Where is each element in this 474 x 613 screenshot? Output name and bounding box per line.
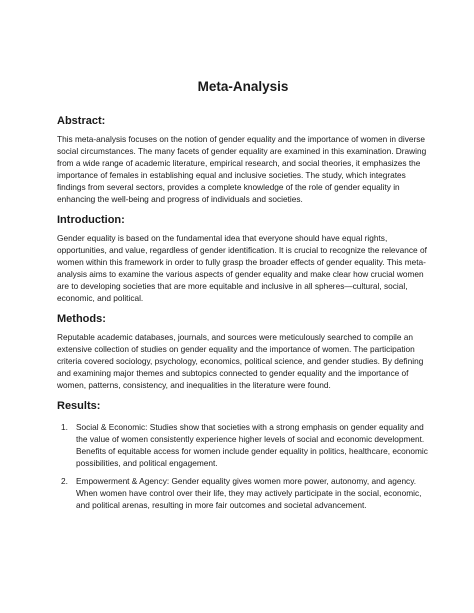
abstract-section (57, 114, 429, 205)
list-item-number: 2. (61, 476, 68, 486)
document-title: Meta-Analysis (197, 79, 289, 94)
methods-section (57, 312, 429, 391)
abstract-heading: Abstract: (57, 115, 106, 127)
list-item-text: Social & Economic: Studies show that societies with a strong emphasis on gender equality and the value of women consistently experience higher levels of social and economic development. Benefits of equitable access for women include gender equality in politics, healthcare, economic possibilities, and political engagement. (76, 422, 428, 468)
results-list-item (57, 421, 429, 469)
abstract-paragraph: This meta-analysis focuses on the notion of gender equality and the importance of women in diverse social circumstances. The many facets of gender equality are examined in this examination. Drawing from a wide range of academic literature, empirical research, and social theories, it emphasizes the importance of females in establishing equal and inclusive societies. The study, which integrates findings from several sectors, provides a complete knowledge of the role of gender equality in enhancing the well-being and progress of individuals and societies. (57, 134, 427, 204)
results-list-item (57, 475, 429, 511)
introduction-paragraph: Gender equality is based on the fundamental idea that everyone should have equal rights, opportunities, and value, regardless of gender identification. It is crucial to recognize the relevance of women within this framework in order to fully grasp the broader effects of gender equality. This meta-analysis aims to examine the various aspects of gender equality and make clear how crucial women are to developing societies that are more equitable and inclusive in all spheres—cultural, social, economic, and political. (57, 233, 427, 303)
introduction-heading: Introduction: (57, 214, 125, 226)
list-item-number: 1. (61, 422, 68, 432)
methods-heading: Methods: (57, 313, 106, 325)
results-section (57, 399, 429, 511)
introduction-section (57, 213, 429, 304)
results-list (57, 421, 429, 511)
list-item-text: Empowerment & Agency: Gender equality gives women more power, autonomy, and agency. When women have control over their life, they may actively participate in the social, economic, and political arenas, resulting in more fair outcomes and societal advancement. (76, 476, 422, 510)
results-heading: Results: (57, 400, 101, 412)
document-body (57, 78, 429, 517)
methods-paragraph: Reputable academic databases, journals, and sources were meticulously searched to compile an extensive collection of studies on gender equality and the importance of women. The participation criteria covered sociology, psychology, economics, political science, and gender studies. By defining and examining major themes and subtopics connected to gender equality and the importance of women, patterns, consistency, and inequalities in the literature were found. (57, 332, 424, 390)
